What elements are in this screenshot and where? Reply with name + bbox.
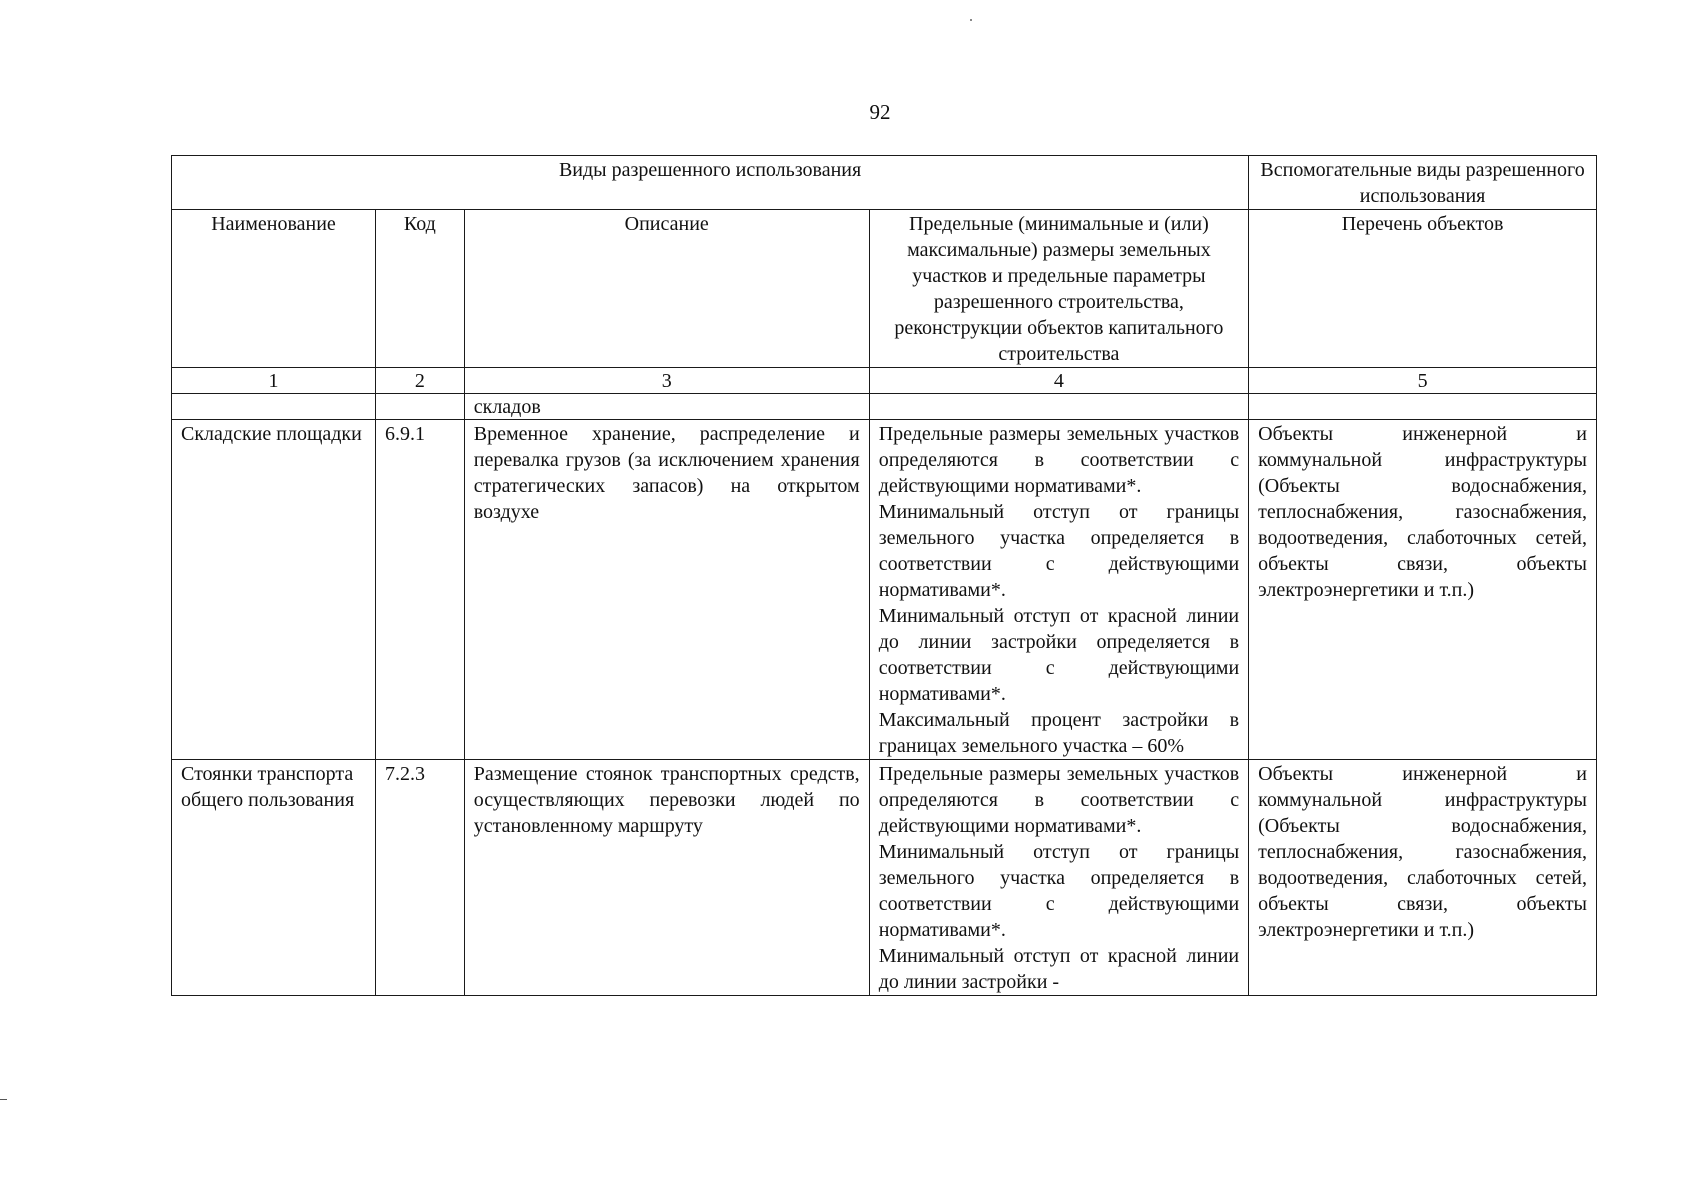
row-limits <box>869 420 1248 760</box>
table-column-header-row <box>172 210 1597 368</box>
scan-margin-mark <box>0 1099 7 1100</box>
limit-paragraph: Минимальный отступ от красной линии до линии застройки - <box>878 945 1240 993</box>
continuation-code-cell <box>376 394 465 420</box>
column-number: 4 <box>869 368 1248 394</box>
row-limits <box>869 760 1248 996</box>
group-header-auxiliary-uses: Вспомогательные виды разрешенного использования <box>1249 156 1597 210</box>
col-header-description: Описание <box>464 210 869 368</box>
column-number: 5 <box>1249 368 1597 394</box>
limit-paragraph: Минимальный отступ от границы земельного участка определяется в соответствии с действующими нормативами*. <box>878 841 1240 941</box>
land-use-table <box>171 155 1597 996</box>
page-number: 92 <box>869 100 891 124</box>
row-name: Складские площадки <box>172 420 376 760</box>
limit-paragraph: Предельные размеры земельных участков определяются в соответствии с действующими нормативами*. <box>878 763 1240 837</box>
continuation-limits-cell <box>869 394 1248 420</box>
group-header-permitted-uses: Виды разрешенного использования <box>172 156 1249 210</box>
continuation-name-cell <box>172 394 376 420</box>
limit-paragraph: Максимальный процент застройки в границах земельного участка – 60% <box>878 709 1240 757</box>
table-row <box>172 760 1597 996</box>
limit-paragraph: Минимальный отступ от границы земельного участка определяется в соответствии с действующими нормативами*. <box>878 501 1240 601</box>
column-number: 3 <box>464 368 869 394</box>
col-header-code: Код <box>376 210 465 368</box>
continuation-objects-cell <box>1249 394 1597 420</box>
limit-paragraph: Предельные размеры земельных участков определяются в соответствии с действующими нормативами*. <box>878 423 1240 497</box>
row-objects: Объекты инженерной и коммунальной инфраструктуры (Объекты водоснабжения, теплоснабжения, газоснабжения, водоотведения, слаботочных сетей, объекты связи, объекты электроэнергетики и т.п.) <box>1249 420 1597 760</box>
col-header-limits: Предельные (минимальные и (или) максимальные) размеры земельных участков и предельные параметры разрешенного строительства, реконструкции объектов капитального строительства <box>869 210 1248 368</box>
limit-paragraph: Минимальный отступ от красной линии до линии застройки определяется в соответствии с действующими нормативами*. <box>878 605 1240 705</box>
row-name: Стоянки транспорта общего пользования <box>172 760 376 996</box>
column-number-row <box>172 368 1597 394</box>
col-header-objects-list: Перечень объектов <box>1249 210 1597 368</box>
continuation-description: складов <box>464 394 869 420</box>
table-row <box>172 420 1597 760</box>
column-number: 2 <box>376 368 465 394</box>
continuation-row <box>172 394 1597 420</box>
row-objects: Объекты инженерной и коммунальной инфраструктуры (Объекты водоснабжения, теплоснабжения, газоснабжения, водоотведения, слаботочных сетей, объекты связи, объекты электроэнергетики и т.п.) <box>1249 760 1597 996</box>
row-code: 6.9.1 <box>376 420 465 760</box>
column-number: 1 <box>172 368 376 394</box>
col-header-name: Наименование <box>172 210 376 368</box>
row-description: Временное хранение, распределение и перевалка грузов (за исключением хранения стратегических запасов) на открытом воздухе <box>464 420 869 760</box>
row-description: Размещение стоянок транспортных средств, осуществляющих перевозки людей по установленному маршруту <box>464 760 869 996</box>
table-group-header-row <box>172 156 1597 210</box>
scan-speck <box>970 19 972 21</box>
row-code: 7.2.3 <box>376 760 465 996</box>
